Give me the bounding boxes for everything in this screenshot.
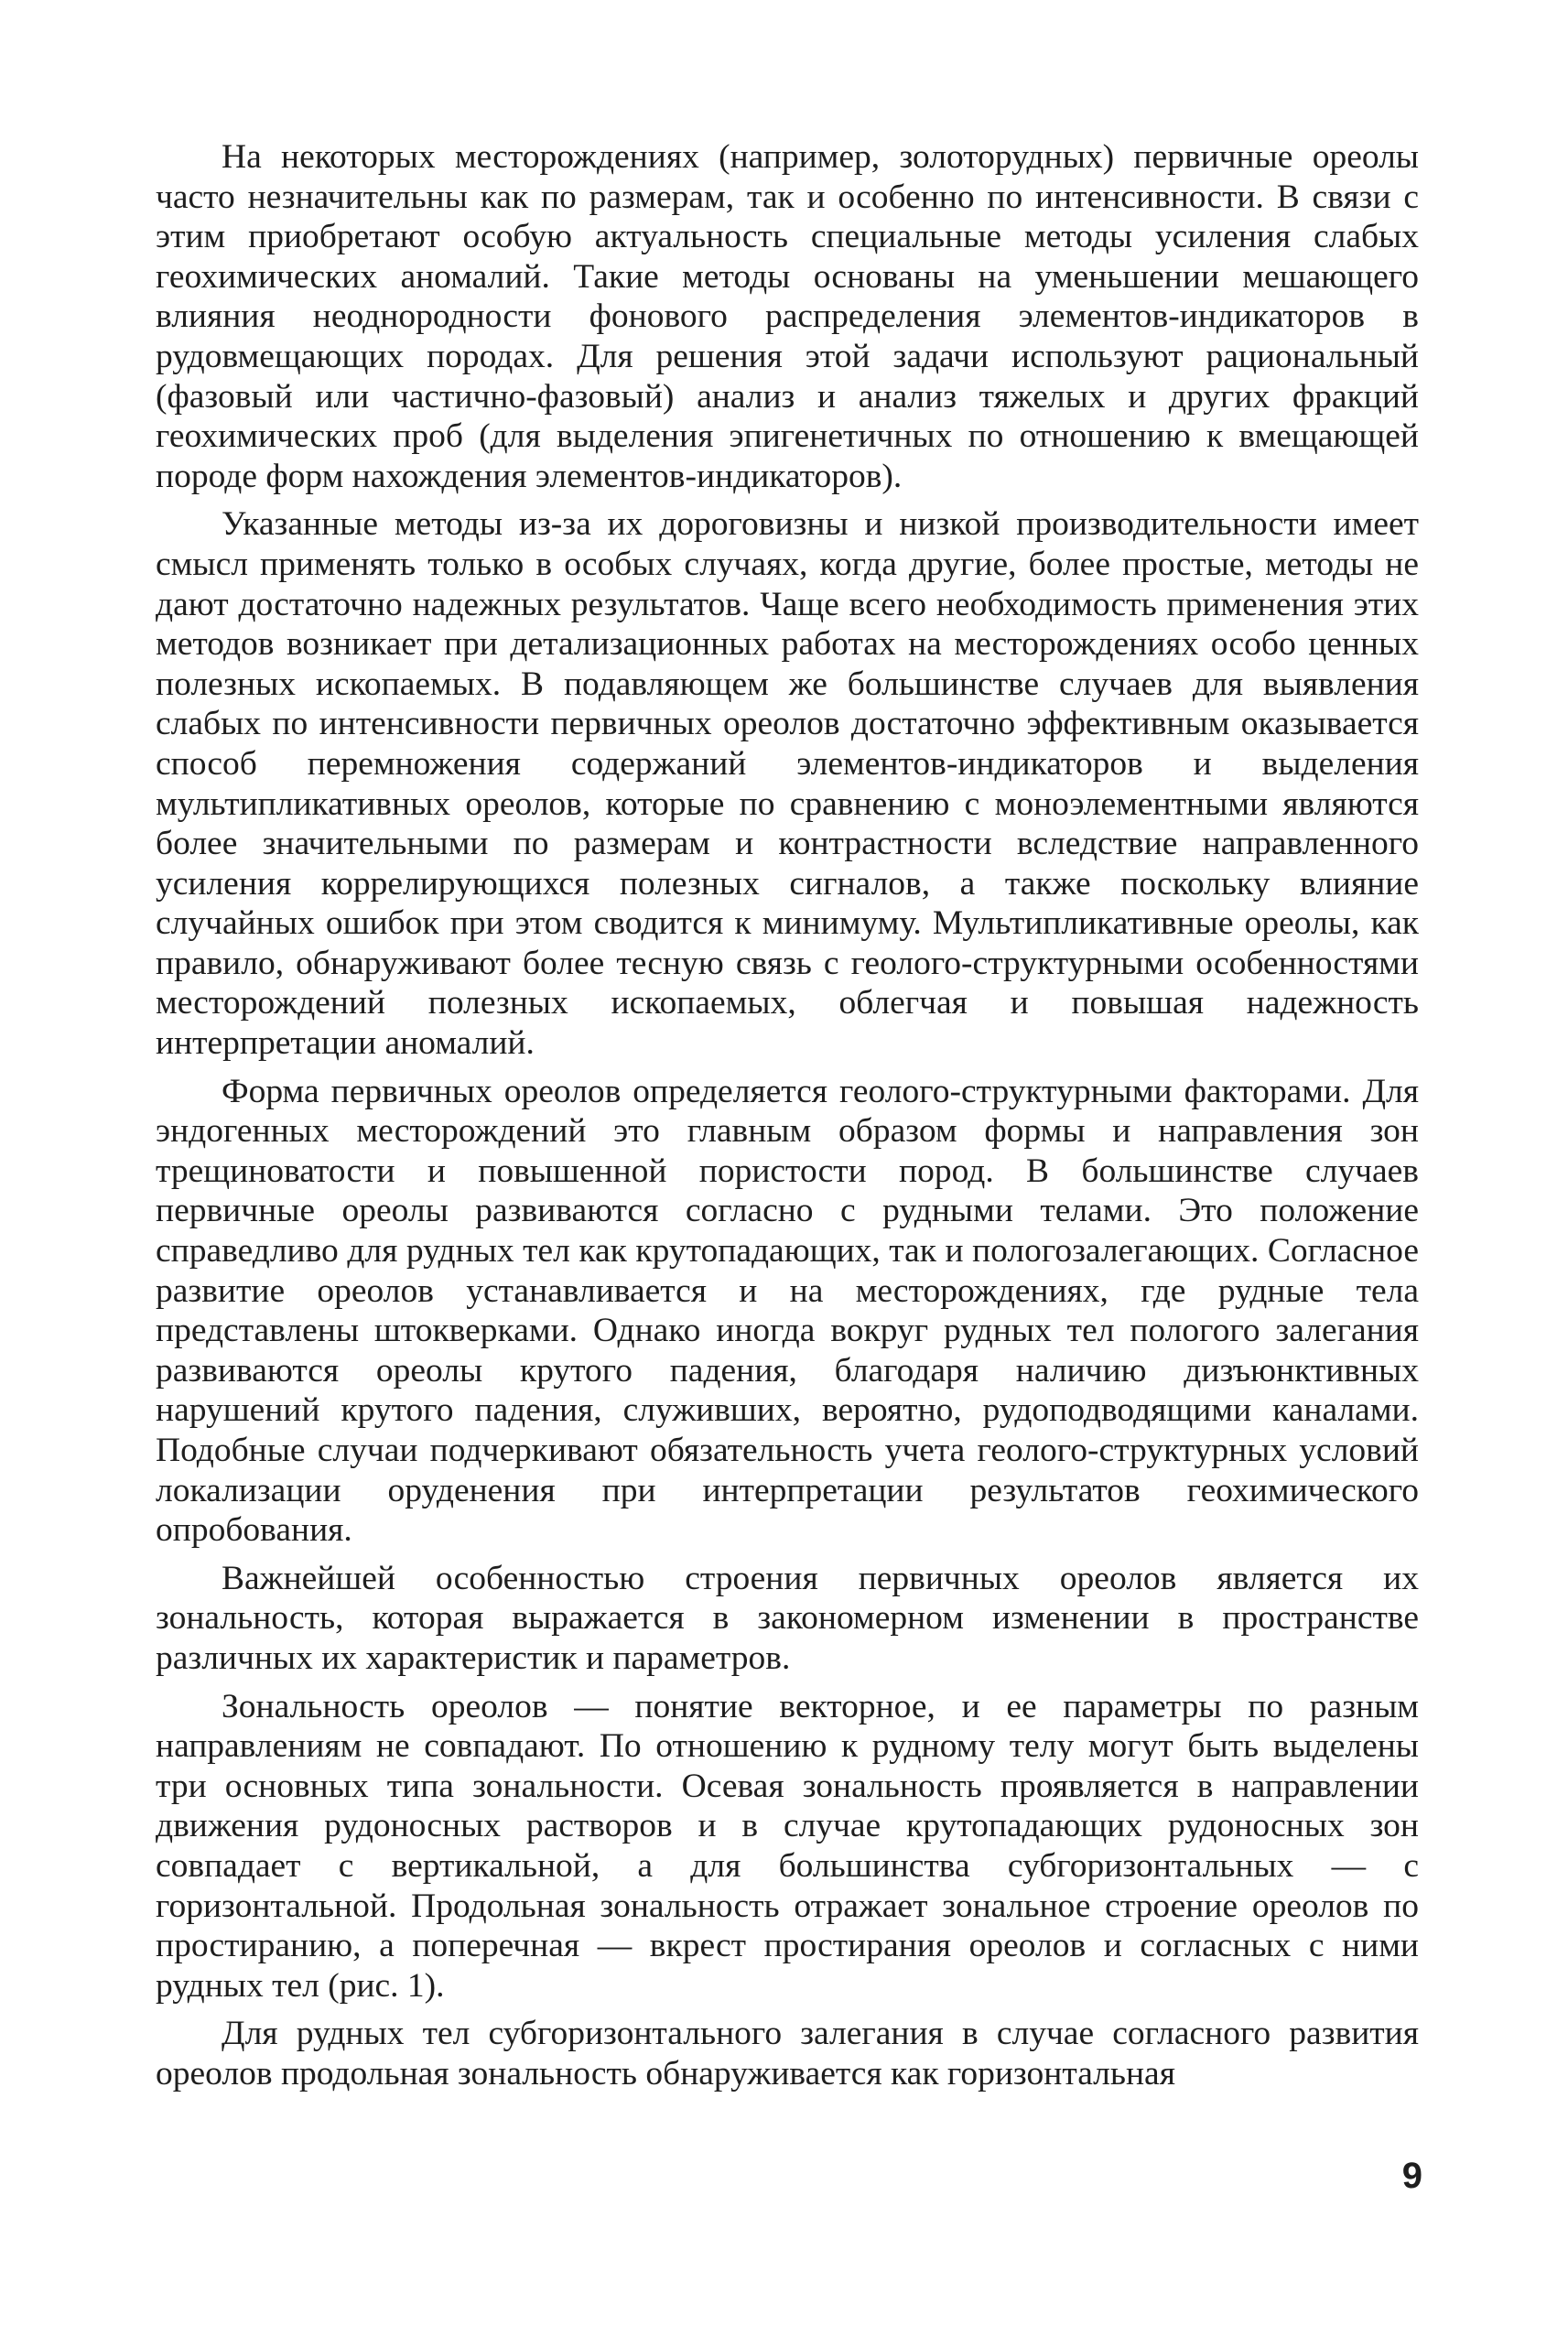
paragraph-5: Зональность ореолов — понятие векторное, и ее параметры по разным направлениям не совпадают. По отношению к рудному телу могут быть выделены три основных типа зональности. Осевая зональность проявляется в направлении движения рудоносных растворов и в случае крутопадающих рудоносных зон совпадает с вертикальной, а для большинства субгоризонтальных — с горизонтальной. Продольная зональность отражает зональное строение ореолов по простиранию, а поперечная — вкрест простирания ореолов и согласных с ними рудных тел (рис. 1). [156,1687,1419,2005]
paragraph-4: Важнейшей особенностью строения первичных ореолов является их зональность, которая выражается в закономерном изменении в пространстве различных их характеристик и параметров. [156,1559,1419,1677]
paragraph-2: Указанные методы из-за их дороговизны и низкой производительности имеет смысл применять только в особых случаях, когда другие, более простые, методы не дают достаточно надежных результатов. Чаще всего необходимость применения этих методов возникает при детализационных работах на месторождениях особо ценных полезных ископаемых. В подавляющем же большинстве случаев для выявления слабых по интенсивности первичных ореолов достаточно эффективным оказывается способ перемножения содержаний элементов-индикаторов и выделения мультипликативных ореолов, которые по сравнению с моноэлементными являются более значительными по размерам и контрастности вследствие направленного усиления коррелирующихся полезных сигналов, а также поскольку влияние случайных ошибок при этом сводится к минимуму. Мультипликативные ореолы, как правило, обнаруживают более тесную связь с геолого-структурными особенностями месторождений полезных ископаемых, облегчая и повышая надежность интерпретации аномалий. [156,505,1419,1063]
page-number: 9 [1401,2156,1422,2196]
paragraph-3: Форма первичных ореолов определяется геолого-структурными факторами. Для эндогенных месторождений это главным образом формы и направления зон трещиноватости и повышенной пористости пород. В большинстве случаев первичные ореолы развиваются согласно с рудными телами. Это положение справедливо для рудных тел как крутопадающих, так и пологозалегающих. Согласное развитие ореолов устанавливается и на месторождениях, где рудные тела представлены штокверками. Однако иногда вокруг рудных тел пологого залегания развиваются ореолы крутого падения, благодаря наличию дизъюнктивных нарушений крутого падения, служивших, вероятно, рудоподводящими каналами. Подобные случаи подчеркивают обязательность учета геолого-структурных условий локализации оруденения при интерпретации результатов геохимического опробования. [156,1072,1419,1550]
paragraph-6: Для рудных тел субгоризонтального залегания в случае согласного развития ореолов продольная зональность обнаруживается как горизонтальная [156,2015,1419,2092]
paragraph-1: На некоторых месторождениях (например, золоторудных) первичные ореолы часто незначительны как по размерам, так и особенно по интенсивности. В связи с этим приобретают особую актуальность специальные методы усиления слабых геохимических аномалий. Такие методы основаны на уменьшении мешающего влияния неоднородности фонового распределения элементов-индикаторов в рудовмещающих породах. Для решения этой задачи используют рациональный (фазовый или частично-фазовый) анализ и анализ тяжелых и других фракций геохимических проб (для выделения эпигенетичных по отношению к вмещающей породе форм нахождения элементов-индикаторов). [156,138,1419,495]
page-body [156,137,1419,2103]
